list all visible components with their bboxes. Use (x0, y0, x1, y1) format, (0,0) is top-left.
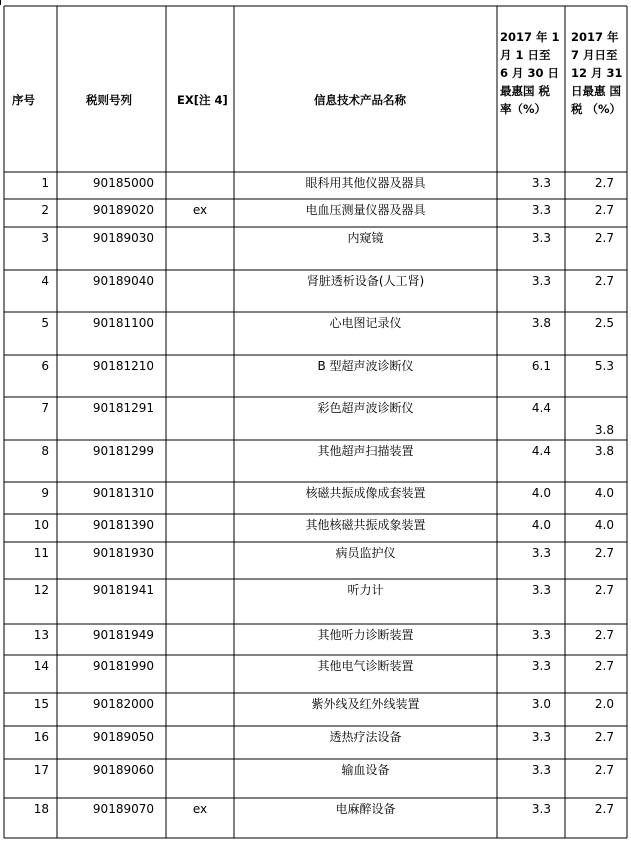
row-product-name: 眼科用其他仪器及器具 (305, 176, 426, 190)
row-tariff-code: 90181100 (92, 316, 154, 330)
row-rate-first-half: 4.0 (531, 486, 551, 500)
row-product-name: 输血设备 (341, 763, 390, 777)
row-product-name: 电麻醉设备 (335, 802, 396, 816)
row-rate-first-half: 3.3 (531, 231, 551, 245)
row-rate-second-half: 2.7 (594, 231, 614, 245)
row-rate-first-half: 3.3 (531, 763, 551, 777)
row-rate-second-half: 3.8 (594, 444, 614, 458)
row-tariff-code: 90189040 (92, 274, 154, 288)
row-index: 17 (33, 763, 49, 777)
row-index: 16 (33, 730, 49, 744)
row-rate-second-half: 2.0 (594, 697, 614, 711)
row-product-name: 核磁共振成像成套装置 (305, 486, 426, 500)
row-product-name: B 型超声波诊断仪 (317, 359, 414, 373)
row-tariff-code: 90181390 (92, 518, 154, 532)
row-index: 2 (41, 203, 49, 217)
row-rate-first-half: 3.3 (531, 628, 551, 642)
row-product-name: 彩色超声波诊断仪 (317, 401, 414, 415)
row-rate-first-half: 3.3 (531, 659, 551, 673)
header-tariff-code: 税则号列 (86, 93, 132, 107)
row-rate-first-half: 3.3 (531, 274, 551, 288)
header-rate-first-half: 2017 年 1 月 1 日至 6 月 30 日 最惠国 税 率（%） (500, 30, 560, 116)
row-rate-first-half: 3.3 (531, 176, 551, 190)
row-index: 12 (33, 583, 49, 597)
header-index: 序号 (12, 93, 35, 107)
row-rate-first-half: 4.4 (531, 444, 551, 458)
row-product-name: 其他电气诊断装置 (317, 659, 414, 673)
row-rate-first-half: 3.8 (531, 316, 551, 330)
row-rate-second-half: 4.0 (594, 486, 614, 500)
row-index: 18 (33, 802, 49, 816)
row-rate-first-half: 3.3 (531, 730, 551, 744)
row-tariff-code: 90182000 (92, 697, 154, 711)
row-index: 7 (41, 401, 49, 415)
header-product-name: 信息技术产品名称 (314, 93, 406, 107)
row-index: 4 (41, 274, 49, 288)
row-rate-second-half: 2.7 (594, 583, 614, 597)
row-tariff-code: 90189050 (92, 730, 154, 744)
row-rate-first-half: 3.3 (531, 802, 551, 816)
row-index: 8 (41, 444, 49, 458)
row-rate-first-half: 3.3 (531, 546, 551, 560)
row-rate-second-half: 3.8 (594, 423, 614, 437)
header-ex: EX[注 4] (177, 93, 228, 107)
row-index: 15 (33, 697, 49, 711)
row-rate-second-half: 2.7 (594, 628, 614, 642)
row-rate-second-half: 2.7 (594, 659, 614, 673)
row-ex-flag: ex (192, 802, 208, 816)
row-rate-second-half: 5.3 (594, 359, 614, 373)
row-index: 13 (33, 628, 49, 642)
row-rate-second-half: 2.7 (594, 274, 614, 288)
row-tariff-code: 90181210 (92, 359, 154, 373)
row-rate-second-half: 2.5 (594, 316, 614, 330)
row-rate-second-half: 4.0 (594, 518, 614, 532)
row-index: 10 (33, 518, 49, 532)
row-tariff-code: 90181990 (92, 659, 154, 673)
row-rate-second-half: 2.7 (594, 730, 614, 744)
row-product-name: 其他核磁共振成象装置 (305, 518, 426, 532)
row-product-name: 透热疗法设备 (329, 730, 402, 744)
row-rate-second-half: 2.7 (594, 203, 614, 217)
row-tariff-code: 90181941 (92, 583, 154, 597)
row-tariff-code: 90189070 (92, 802, 154, 816)
row-tariff-code: 90189020 (92, 203, 154, 217)
row-rate-first-half: 3.3 (531, 203, 551, 217)
row-rate-second-half: 2.7 (594, 546, 614, 560)
row-product-name: 心电图记录仪 (329, 316, 402, 330)
row-product-name: 紫外线及红外线装置 (311, 697, 420, 711)
row-product-name: 电血压测量仪器及器具 (305, 203, 426, 217)
row-product-name: 其他超声扫描装置 (317, 444, 414, 458)
row-product-name: 其他听力诊断装置 (317, 628, 414, 642)
row-index: 6 (41, 359, 49, 373)
row-tariff-code: 90181310 (92, 486, 154, 500)
row-rate-first-half: 3.3 (531, 583, 551, 597)
row-tariff-code: 90181299 (92, 444, 154, 458)
row-product-name: 病员监护仪 (335, 546, 396, 560)
row-ex-flag: ex (192, 203, 208, 217)
row-rate-second-half: 2.7 (594, 176, 614, 190)
row-index: 3 (41, 231, 49, 245)
row-rate-first-half: 4.4 (531, 401, 551, 415)
row-rate-second-half: 2.7 (594, 802, 614, 816)
row-tariff-code: 90181949 (92, 628, 154, 642)
row-rate-first-half: 6.1 (531, 359, 551, 373)
row-tariff-code: 90181930 (92, 546, 154, 560)
row-index: 5 (41, 316, 49, 330)
row-index: 14 (33, 659, 49, 673)
row-product-name: 听力计 (347, 583, 384, 597)
row-rate-second-half: 2.7 (594, 763, 614, 777)
row-index: 11 (33, 546, 49, 560)
header-rate-second-half: 2017 年 7 月日至 12 月 31 日最惠 国 税 （%） (571, 30, 623, 116)
row-product-name: 内窥镜 (347, 231, 384, 245)
row-tariff-code: 90181291 (92, 401, 154, 415)
row-index: 9 (41, 486, 49, 500)
row-tariff-code: 90189060 (92, 763, 154, 777)
row-rate-first-half: 4.0 (531, 518, 551, 532)
row-tariff-code: 90185000 (92, 176, 154, 190)
row-index: 1 (41, 176, 49, 190)
row-rate-first-half: 3.0 (531, 697, 551, 711)
row-product-name: 肾脏透析设备(人工肾) (306, 274, 425, 288)
row-tariff-code: 90189030 (92, 231, 154, 245)
